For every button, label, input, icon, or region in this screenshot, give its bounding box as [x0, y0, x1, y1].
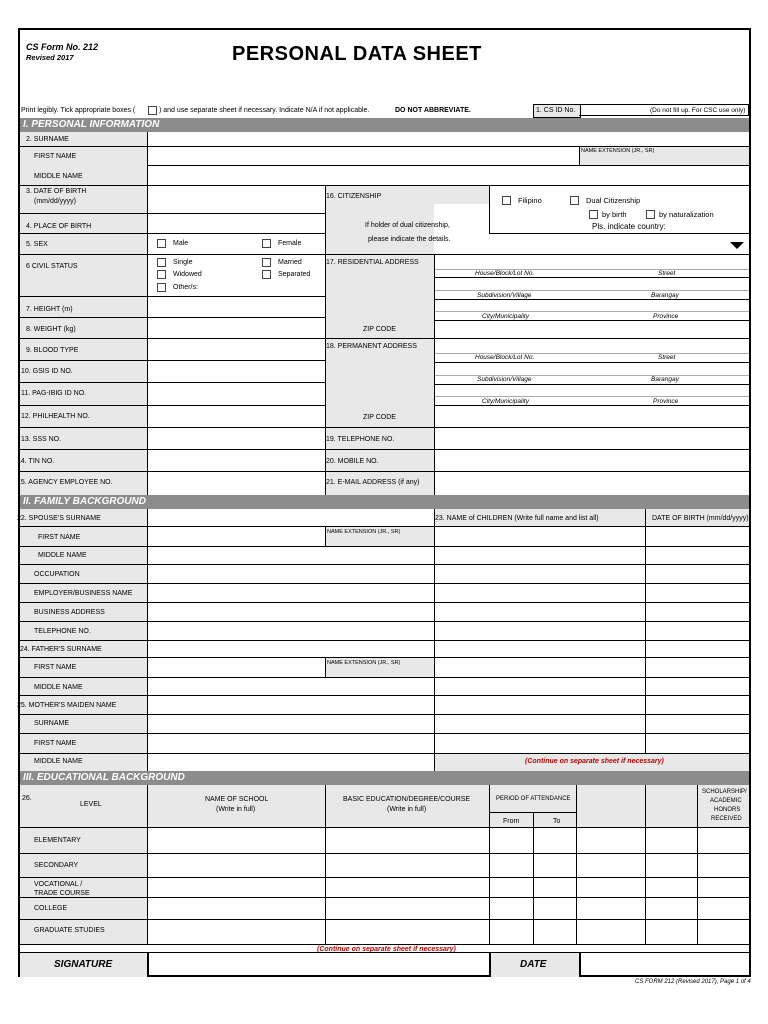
mother-middle-name-input[interactable] — [148, 754, 433, 771]
label-mobile: 20. MOBILE NO. — [326, 458, 379, 465]
weight-input[interactable] — [148, 318, 324, 338]
label-single: Single — [173, 259, 193, 266]
label-name-ext: NAME EXTENSION (JR., SR) — [581, 148, 655, 154]
label-spouse-surname: 22. SPOUSE'S SURNAME — [17, 515, 101, 522]
label-others: Other/s: — [173, 284, 198, 291]
label-to: To — [553, 818, 561, 825]
label-children: 23. NAME of CHILDREN (Write full name and list all) — [435, 515, 599, 522]
label-spouse-name-ext: NAME EXTENSION (JR., SR) — [327, 529, 401, 535]
label-perm-city: City/Municipality — [482, 398, 529, 405]
label-honors-1: SCHOLARSHIP/ — [702, 789, 747, 795]
label-place-of-birth: 4. PLACE OF BIRTH — [26, 223, 92, 230]
checkbox-married[interactable] — [262, 258, 271, 267]
label-mother-maiden-name: 25. MOTHER'S MAIDEN NAME — [17, 702, 117, 709]
label-honors-2: ACADEMIC — [710, 798, 742, 804]
label-spouse-first-name: FIRST NAME — [38, 534, 81, 541]
label-honors-4: RECEIVED — [711, 816, 742, 822]
spouse-first-name-input[interactable] — [148, 527, 324, 546]
label-by-naturalization: by naturalization — [659, 210, 714, 219]
philhealth-input[interactable] — [148, 406, 324, 427]
label-res-barangay: Barangay — [651, 292, 679, 299]
label-secondary: SECONDARY — [34, 862, 79, 869]
surname-input[interactable] — [148, 133, 748, 146]
label-res-province: Province — [653, 313, 679, 320]
spouse-middle-name-input[interactable] — [148, 547, 433, 564]
checkbox-dual[interactable] — [570, 196, 579, 205]
middle-name-input[interactable] — [148, 166, 748, 185]
label-res-zip: ZIP CODE — [363, 326, 396, 333]
country-dropdown[interactable] — [490, 233, 749, 256]
label-26: 26. — [22, 795, 32, 802]
label-elementary: ELEMENTARY — [34, 837, 81, 844]
edu-continue-note: (Continue on separate sheet if necessary) — [317, 946, 456, 953]
label-mother-middle-name: MIDDLE NAME — [34, 758, 83, 765]
father-surname-input[interactable] — [148, 641, 433, 657]
label-mother-first-name: FIRST NAME — [34, 740, 77, 747]
email-input[interactable] — [435, 472, 748, 495]
signature-field[interactable] — [149, 953, 489, 977]
label-course-sub: (Write in full) — [387, 806, 427, 813]
label-employer: EMPLOYER/BUSINESS NAME — [34, 590, 133, 597]
checkbox-sample — [148, 106, 157, 115]
dual-note-1: If holder of dual citizenship, — [365, 222, 450, 229]
label-school: NAME OF SCHOOL — [205, 796, 269, 803]
height-input[interactable] — [148, 297, 324, 317]
label-permanent-address: 18. PERMANENT ADDRESS — [326, 343, 417, 350]
checkbox-by-naturalization[interactable] — [646, 210, 655, 219]
label-separated: Separated — [278, 271, 311, 278]
date-of-birth-input[interactable] — [148, 186, 324, 213]
label-father-first-name: FIRST NAME — [34, 664, 77, 671]
label-first-name: FIRST NAME — [34, 153, 77, 160]
dual-note-2: please indicate the details. — [368, 236, 451, 243]
label-graduate-studies: GRADUATE STUDIES — [34, 927, 105, 934]
label-weight: 8. WEIGHT (kg) — [26, 326, 76, 333]
label-citizenship: 16. CITIZENSHIP — [326, 193, 382, 200]
tin-input[interactable] — [148, 450, 324, 471]
label-spouse-middle-name: MIDDLE NAME — [38, 552, 87, 559]
instructions-a: Print legibly. Tick appropriate boxes ( — [21, 107, 136, 114]
label-business-address: BUSINESS ADDRESS — [34, 609, 105, 616]
label-perm-zip: ZIP CODE — [363, 414, 396, 421]
label-email: 21. E-MAIL ADDRESS (if any) — [326, 479, 420, 486]
label-sex: 5. SEX — [26, 241, 48, 248]
cs-id-label: 1. CS ID No. — [536, 107, 576, 114]
label-filipino: Filipino — [518, 196, 542, 205]
label-res-house: House/Block/Lot No. — [475, 270, 535, 277]
label-dual: Dual Citizenship — [586, 196, 641, 205]
label-pagibig: 11. PAG-IBIG ID NO. — [21, 390, 87, 397]
pagibig-input[interactable] — [148, 383, 324, 405]
sss-input[interactable] — [148, 428, 324, 449]
permanent-zip-input[interactable] — [435, 406, 748, 427]
label-height: 7. HEIGHT (m) — [26, 306, 73, 313]
label-vocational: VOCATIONAL / — [34, 881, 83, 888]
label-female: Female — [278, 240, 302, 247]
label-sss: 13. SSS NO. — [21, 436, 62, 443]
label-mother-surname: SURNAME — [34, 720, 70, 727]
section-family-background: II. FAMILY BACKGROUND — [20, 495, 749, 509]
citizenship-bg — [433, 186, 489, 204]
label-married: Married — [278, 259, 302, 266]
label-college: COLLEGE — [34, 905, 68, 912]
label-blood-type: 9. BLOOD TYPE — [26, 347, 79, 354]
label-trade-course: TRADE COURSE — [34, 890, 90, 897]
spouse-telephone-input[interactable] — [148, 622, 433, 640]
label-perm-province: Province — [653, 398, 679, 405]
instructions-b: ) and use separate sheet if necessary. Indicate N/A if not applicable. — [159, 107, 370, 114]
label-school-sub: (Write in full) — [216, 806, 256, 813]
label-spouse-telephone: TELEPHONE NO. — [34, 628, 91, 635]
label-widowed: Widowed — [173, 271, 202, 278]
checkbox-widowed[interactable] — [157, 270, 166, 279]
father-first-name-input[interactable] — [148, 658, 324, 677]
label-perm-barangay: Barangay — [651, 376, 679, 383]
label-philhealth: 12. PHILHEALTH NO. — [21, 413, 90, 420]
form-number: CS Form No. 212 — [26, 42, 99, 52]
gsis-input[interactable] — [148, 361, 324, 382]
label-level: LEVEL — [80, 801, 102, 808]
label-male: Male — [173, 240, 189, 247]
label-period: PERIOD OF ATTENDANCE — [496, 796, 571, 802]
label-res-city: City/Municipality — [482, 313, 529, 320]
label-dob: 3. DATE OF BIRTH — [26, 188, 87, 195]
spouse-surname-input[interactable] — [148, 510, 433, 526]
section-personal-information: I. PERSONAL INFORMATION — [20, 118, 749, 132]
page-footer-note: CS FORM 212 (Revised 2017), Page 1 of 4 — [635, 979, 751, 985]
label-perm-house: House/Block/Lot No. — [475, 354, 535, 361]
label-surname: 2. SURNAME — [26, 136, 69, 143]
csc-note: (Do not fill up. For CSC use only) — [650, 107, 746, 114]
pds-form — [18, 28, 751, 977]
checkbox-male[interactable] — [157, 239, 166, 248]
label-father-name-ext: NAME EXTENSION (JR., SR) — [327, 660, 401, 666]
page-title: PERSONAL DATA SHEET — [232, 43, 482, 65]
checkbox-single[interactable] — [157, 258, 166, 267]
label-from: From — [503, 818, 520, 825]
label-father-middle-name: MIDDLE NAME — [34, 684, 83, 691]
form-revision: Revised 2017 — [26, 53, 74, 62]
mobile-input[interactable] — [435, 450, 748, 471]
business-address-input[interactable] — [148, 603, 433, 621]
date-field[interactable] — [581, 953, 749, 977]
place-of-birth-input[interactable] — [148, 214, 324, 233]
instructions-emphasis: DO NOT ABBREVIATE. — [395, 107, 471, 114]
label-occupation: OCCUPATION — [34, 571, 80, 578]
label-telephone: 19. TELEPHONE NO. — [326, 436, 395, 443]
checkbox-others[interactable] — [157, 283, 166, 292]
mother-first-name-input[interactable] — [148, 734, 433, 753]
checkbox-filipino[interactable] — [502, 196, 511, 205]
label-by-birth: by birth — [602, 210, 627, 219]
checkbox-female[interactable] — [262, 239, 271, 248]
label-dob-format: (mm/dd/yyyy) — [34, 198, 76, 205]
label-date: DATE — [520, 959, 547, 970]
checkbox-separated[interactable] — [262, 270, 271, 279]
occupation-input[interactable] — [148, 565, 433, 583]
section-educational-background: III. EDUCATIONAL BACKGROUND — [20, 771, 749, 785]
residential-zip-input[interactable] — [435, 321, 748, 338]
label-signature: SIGNATURE — [54, 959, 113, 970]
label-honors-3: HONORS — [714, 807, 741, 813]
label-civil-status: 6 CIVIL STATUS — [26, 263, 78, 270]
employer-input[interactable] — [148, 584, 433, 602]
label-res-street: Street — [658, 270, 676, 277]
telephone-input[interactable] — [435, 428, 748, 449]
first-name-input[interactable] — [148, 147, 578, 165]
label-indicate-country: Pls. indicate country: — [592, 222, 666, 231]
mother-surname-input[interactable] — [148, 715, 433, 733]
label-middle-name: MIDDLE NAME — [34, 173, 83, 180]
label-res-subdivision: Subdivision/Village — [477, 292, 532, 299]
father-middle-name-input[interactable] — [148, 678, 433, 695]
agency-employee-no-input[interactable] — [148, 472, 324, 495]
checkbox-by-birth[interactable] — [589, 210, 598, 219]
label-gsis: 10. GSIS ID NO. — [21, 368, 73, 375]
label-father-surname: 24. FATHER'S SURNAME — [20, 646, 102, 653]
dropdown-arrow-icon — [730, 242, 744, 249]
label-perm-street: Street — [658, 354, 676, 361]
label-residential-address: 17. RESIDENTIAL ADDRESS — [326, 259, 419, 266]
label-perm-subdivision: Subdivision/Village — [477, 376, 532, 383]
label-agency-no: 15. AGENCY EMPLOYEE NO. — [17, 479, 113, 486]
family-continue-note: (Continue on separate sheet if necessary) — [525, 758, 664, 765]
label-tin: 14. TIN NO. — [17, 458, 55, 465]
label-child-dob: DATE OF BIRTH (mm/dd/yyyy) — [652, 515, 749, 522]
blood-type-input[interactable] — [148, 339, 324, 360]
label-course: BASIC EDUCATION/DEGREE/COURSE — [343, 796, 471, 803]
